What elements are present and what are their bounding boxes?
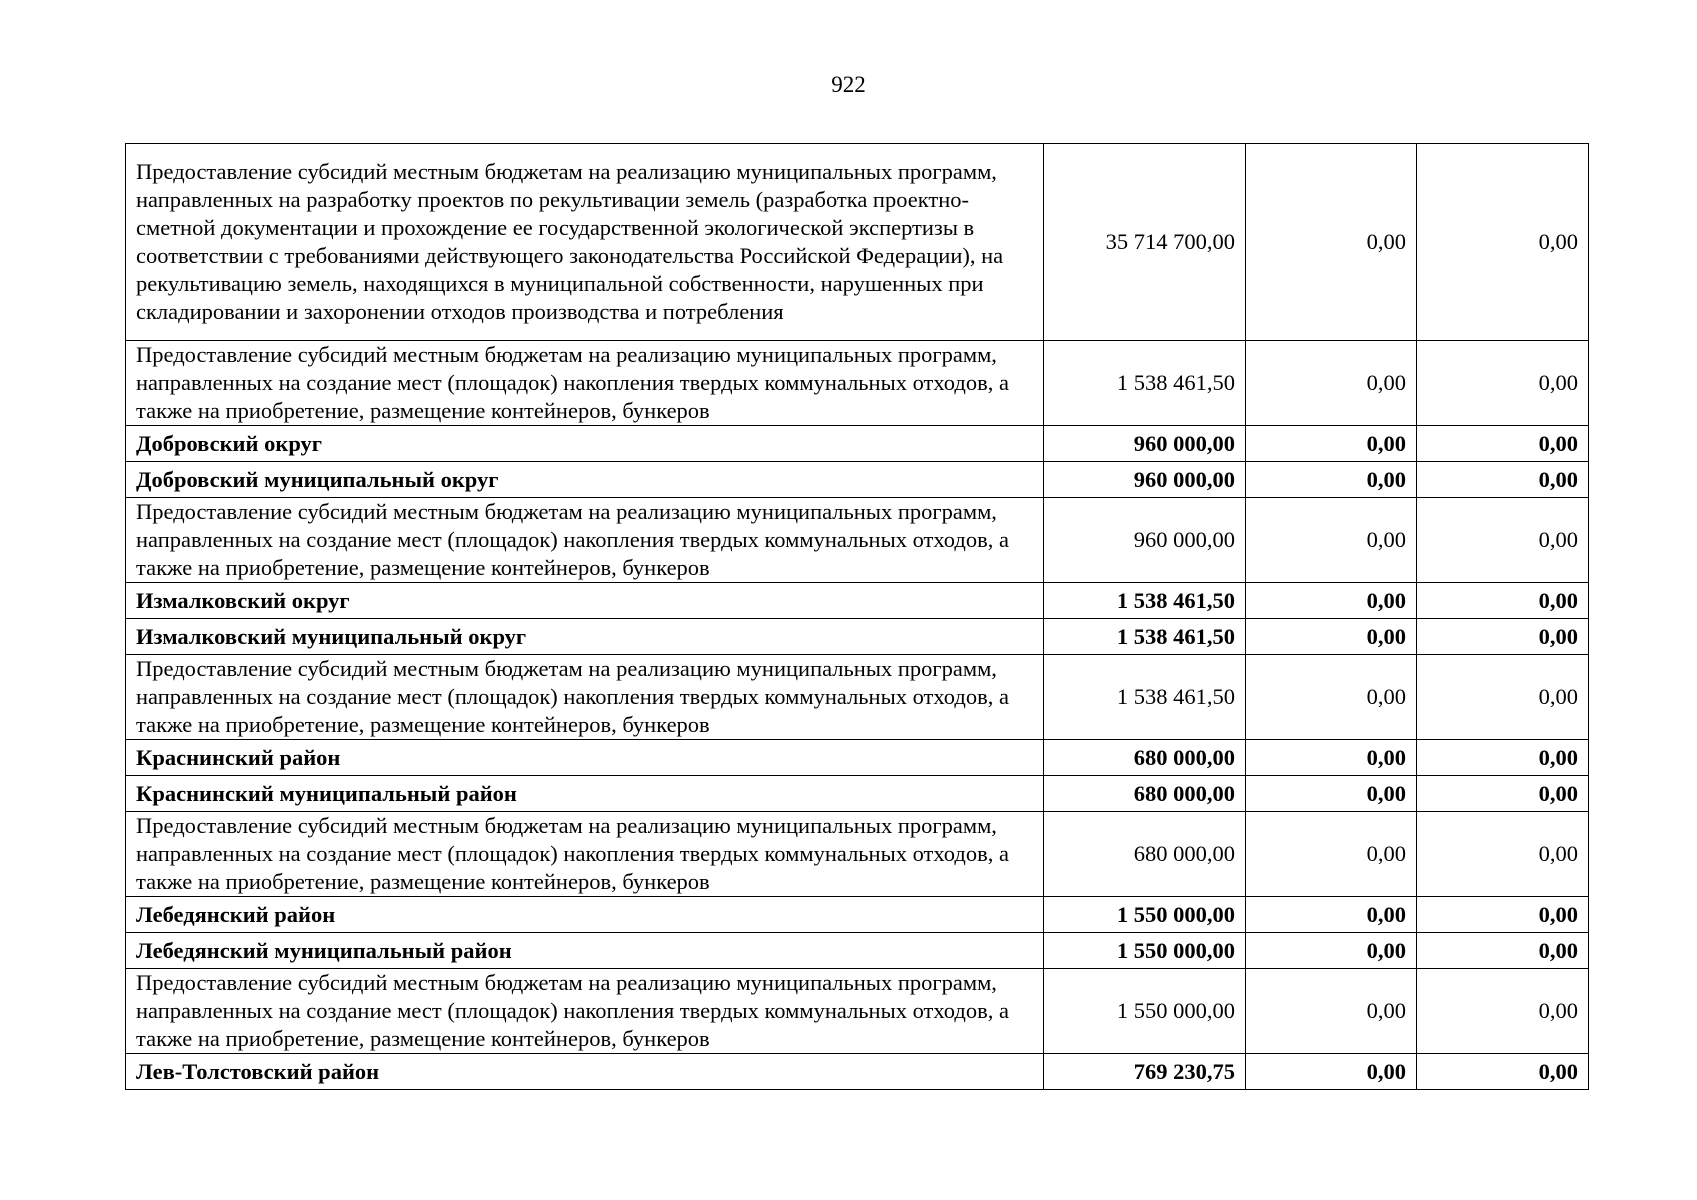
row-value-3: 0,00 — [1417, 740, 1589, 776]
row-value-1: 35 714 700,00 — [1044, 144, 1246, 341]
row-value-1: 1 550 000,00 — [1044, 969, 1246, 1054]
row-value-1: 769 230,75 — [1044, 1054, 1246, 1090]
table-row — [126, 812, 1589, 897]
row-value-1: 960 000,00 — [1044, 498, 1246, 583]
row-value-3: 0,00 — [1417, 144, 1589, 341]
table-row — [126, 462, 1589, 498]
row-name: Краснинский район — [126, 740, 1044, 776]
row-value-2: 0,00 — [1246, 776, 1417, 812]
row-value-1: 680 000,00 — [1044, 740, 1246, 776]
row-value-3: 0,00 — [1417, 341, 1589, 426]
budget-table — [125, 143, 1589, 1090]
table-row — [126, 933, 1589, 969]
row-name: Предоставление субсидий местным бюджетам на реализацию муниципальных программ, направленных на разработку проектов по рекультивации земель (разработка проектно-сметной документации и прохождение ее государственной экологической экспертизы в соответствии с требованиями действующего законодательства Российской Федерации), на рекультивацию земель, находящихся в муниципальной собственности, нарушенных при складировании и захоронении отходов производства и потребления — [126, 144, 1044, 341]
row-value-3: 0,00 — [1417, 812, 1589, 897]
row-name: Предоставление субсидий местным бюджетам на реализацию муниципальных программ, направленных на создание мест (площадок) накопления твердых коммунальных отходов, а также на приобретение, размещение контейнеров, бункеров — [126, 969, 1044, 1054]
row-value-3: 0,00 — [1417, 498, 1589, 583]
row-name: Краснинский муниципальный район — [126, 776, 1044, 812]
row-value-3: 0,00 — [1417, 655, 1589, 740]
row-value-2: 0,00 — [1246, 341, 1417, 426]
row-value-2: 0,00 — [1246, 619, 1417, 655]
row-value-2: 0,00 — [1246, 933, 1417, 969]
table-row — [126, 619, 1589, 655]
row-value-3: 0,00 — [1417, 933, 1589, 969]
row-value-3: 0,00 — [1417, 619, 1589, 655]
row-value-1: 1 538 461,50 — [1044, 619, 1246, 655]
row-name: Измалковский муниципальный округ — [126, 619, 1044, 655]
row-name: Измалковский округ — [126, 583, 1044, 619]
row-value-1: 680 000,00 — [1044, 812, 1246, 897]
row-value-2: 0,00 — [1246, 583, 1417, 619]
row-name: Лев-Толстовский район — [126, 1054, 1044, 1090]
row-value-3: 0,00 — [1417, 426, 1589, 462]
row-value-3: 0,00 — [1417, 897, 1589, 933]
table-row — [126, 897, 1589, 933]
table-row — [126, 426, 1589, 462]
page-number: 922 — [831, 72, 866, 97]
row-value-2: 0,00 — [1246, 426, 1417, 462]
row-value-1: 1 538 461,50 — [1044, 341, 1246, 426]
table-row — [126, 776, 1589, 812]
table-row — [126, 498, 1589, 583]
row-value-3: 0,00 — [1417, 1054, 1589, 1090]
row-value-2: 0,00 — [1246, 969, 1417, 1054]
row-value-3: 0,00 — [1417, 462, 1589, 498]
row-value-2: 0,00 — [1246, 462, 1417, 498]
row-value-2: 0,00 — [1246, 655, 1417, 740]
row-value-1: 960 000,00 — [1044, 462, 1246, 498]
row-name: Добровский муниципальный округ — [126, 462, 1044, 498]
row-value-1: 1 538 461,50 — [1044, 655, 1246, 740]
table-row — [126, 655, 1589, 740]
row-value-2: 0,00 — [1246, 498, 1417, 583]
row-value-1: 1 550 000,00 — [1044, 897, 1246, 933]
table-row — [126, 740, 1589, 776]
table-row — [126, 583, 1589, 619]
row-name: Предоставление субсидий местным бюджетам на реализацию муниципальных программ, направленных на создание мест (площадок) накопления твердых коммунальных отходов, а также на приобретение, размещение контейнеров, бункеров — [126, 498, 1044, 583]
row-name: Предоставление субсидий местным бюджетам на реализацию муниципальных программ, направленных на создание мест (площадок) накопления твердых коммунальных отходов, а также на приобретение, размещение контейнеров, бункеров — [126, 341, 1044, 426]
row-value-3: 0,00 — [1417, 583, 1589, 619]
row-name: Добровский округ — [126, 426, 1044, 462]
row-value-2: 0,00 — [1246, 144, 1417, 341]
row-value-3: 0,00 — [1417, 969, 1589, 1054]
row-name: Лебедянский муниципальный район — [126, 933, 1044, 969]
row-name: Предоставление субсидий местным бюджетам на реализацию муниципальных программ, направленных на создание мест (площадок) накопления твердых коммунальных отходов, а также на приобретение, размещение контейнеров, бункеров — [126, 655, 1044, 740]
row-value-3: 0,00 — [1417, 776, 1589, 812]
table-row — [126, 969, 1589, 1054]
row-value-2: 0,00 — [1246, 897, 1417, 933]
row-value-2: 0,00 — [1246, 740, 1417, 776]
row-value-2: 0,00 — [1246, 1054, 1417, 1090]
row-value-1: 680 000,00 — [1044, 776, 1246, 812]
row-value-1: 1 550 000,00 — [1044, 933, 1246, 969]
row-value-1: 1 538 461,50 — [1044, 583, 1246, 619]
table-row — [126, 1054, 1589, 1090]
table-row — [126, 341, 1589, 426]
row-name: Предоставление субсидий местным бюджетам на реализацию муниципальных программ, направленных на создание мест (площадок) накопления твердых коммунальных отходов, а также на приобретение, размещение контейнеров, бункеров — [126, 812, 1044, 897]
row-name: Лебедянский район — [126, 897, 1044, 933]
row-value-1: 960 000,00 — [1044, 426, 1246, 462]
row-value-2: 0,00 — [1246, 812, 1417, 897]
table-row — [126, 144, 1589, 341]
